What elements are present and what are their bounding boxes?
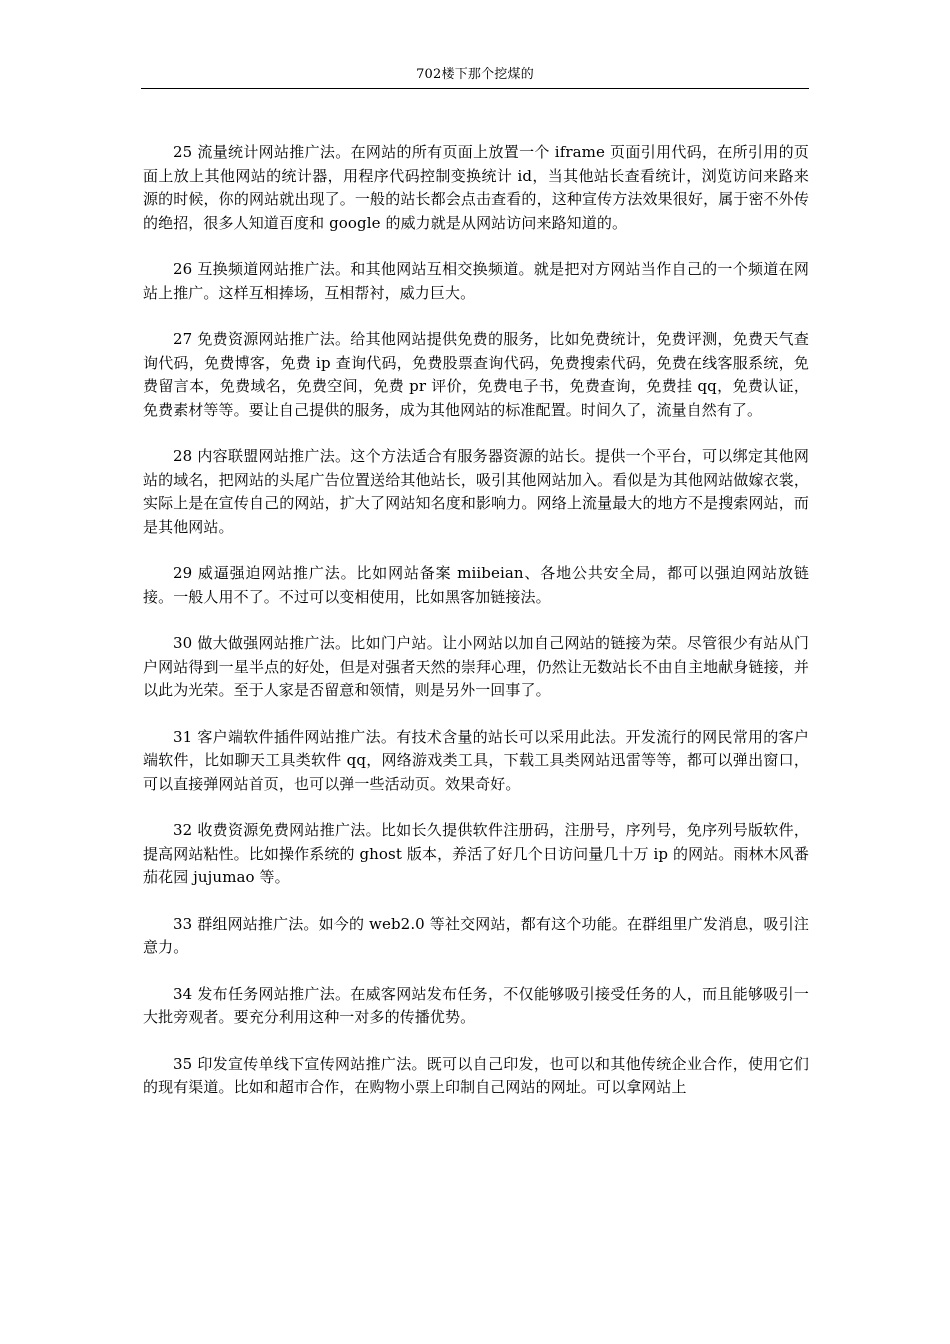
- paragraph-31: 31 客户端软件插件网站推广法。有技术含量的站长可以采用此法。开发流行的网民常用的客户端软件，比如聊天工具类软件 qq，网络游戏类工具，下载工具类网站迅雷等等，都可以弹出窗口，可以直接弹网站首页，也可以弹一些活动页。效果奇好。: [143, 727, 809, 793]
- paragraph-34: 34 发布任务网站推广法。在威客网站发布任务，不仅能够吸引接受任务的人，而且能够吸引一大批旁观者。要充分利用这种一对多的传播优势。: [143, 984, 809, 1026]
- paragraph-33: 33 群组网站推广法。如今的 web2.0 等社交网站，都有这个功能。在群组里广发消息，吸引注意力。: [143, 914, 809, 956]
- paragraph-28: 28 内容联盟网站推广法。这个方法适合有服务器资源的站长。提供一个平台，可以绑定其他网站的域名，把网站的头尾广告位置送给其他站长，吸引其他网站加入。看似是为其他网站做嫁衣裳，实际上是在宣传自己的网站，扩大了网站知名度和影响力。网络上流量最大的地方不是搜索网站，而是其他网站。: [143, 447, 809, 536]
- running-header: 702楼下那个挖煤的: [416, 67, 534, 82]
- paragraph-29: 29 威逼强迫网站推广法。比如网站备案 miibeian、各地公共安全局，都可以强迫网站放链接。一般人用不了。不过可以变相使用，比如黑客加链接法。: [143, 564, 809, 606]
- header-divider: [141, 88, 809, 89]
- paragraph-25: 25 流量统计网站推广法。在网站的所有页面上放置一个 iframe 页面引用代码，在所引用的页面上放上其他网站的统计器，用程序代码控制变换统计 id，当其他站长查看统计，浏览访问来路来源的时候，你的网站就出现了。一般的站长都会点击查看的，这种宣传方法效果很好，属于密不外传的绝招，很多人知道百度和 google 的威力就是从网站访问来路知道的。: [143, 143, 809, 232]
- document-body: [143, 141, 809, 1123]
- paragraph-27: 27 免费资源网站推广法。给其他网站提供免费的服务，比如免费统计，免费评测，免费天气查询代码，免费博客，免费 ip 查询代码，免费股票查询代码，免费搜索代码，免费在线客服系统，免费留言本，免费域名，免费空间，免费 pr 评价，免费电子书，免费查询，免费挂 qq，免费认证，免费素材等等。要让自己提供的服务，成为其他网站的标准配置。时间久了，流量自然有了。: [143, 330, 809, 419]
- paragraph-30: 30 做大做强网站推广法。比如门户站。让小网站以加自己网站的链接为荣。尽管很少有站从门户网站得到一星半点的好处，但是对强者天然的崇拜心理，仍然让无数站长不由自主地献身链接，并以此为光荣。至于人家是否留意和领情，则是另外一回事了。: [143, 634, 809, 699]
- paragraph-26: 26 互换频道网站推广法。和其他网站互相交换频道。就是把对方网站当作自己的一个频道在网站上推广。这样互相捧场，互相帮衬，威力巨大。: [143, 260, 809, 302]
- paragraph-35: 35 印发宣传单线下宣传网站推广法。既可以自己印发，也可以和其他传统企业合作，使用它们的现有渠道。比如和超市合作，在购物小票上印制自己网站的网址。可以拿网站上: [143, 1054, 809, 1096]
- paragraph-32: 32 收费资源免费网站推广法。比如长久提供软件注册码，注册号，序列号，免序列号版软件，提高网站粘性。比如操作系统的 ghost 版本，养活了好几个日访问量几十万 ip 的网站。雨林木风番茄花园 jujumao 等。: [143, 821, 809, 886]
